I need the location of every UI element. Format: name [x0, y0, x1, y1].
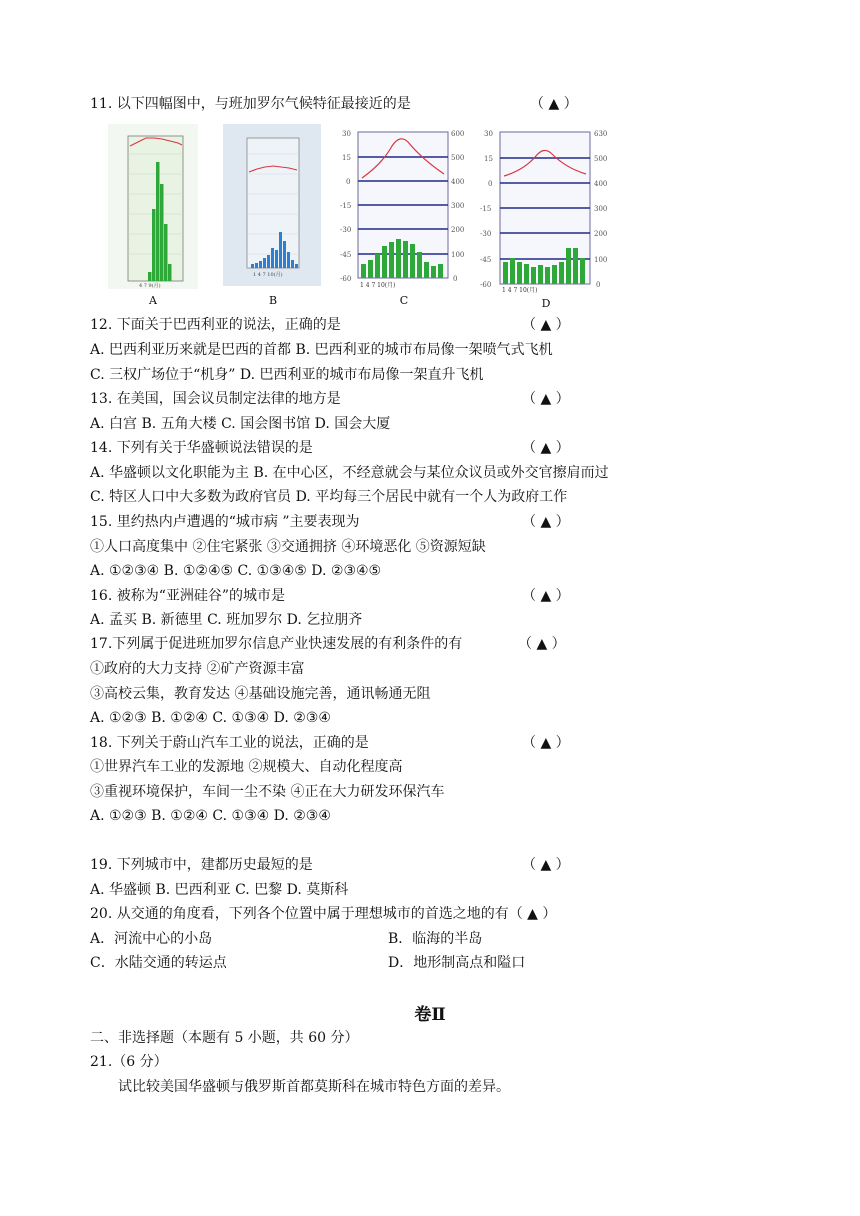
q14-text: 14. 下列有关于华盛顿说法错误的是: [90, 440, 313, 456]
q17-answer: （ ▲ ）: [518, 636, 566, 652]
svg-text:-15: -15: [480, 205, 492, 213]
q13-answer: （ ▲ ）: [522, 391, 570, 407]
svg-text:-60: -60: [480, 281, 492, 289]
chart-label-d: D: [541, 297, 551, 310]
climate-chart-b: [223, 124, 321, 307]
q18-options: A. ①②③ B. ①②④ C. ①③④ D. ②③④: [90, 808, 331, 824]
q17-options: A. ①②③ B. ①②④ C. ①③④ D. ②③④: [90, 710, 331, 726]
q15-options: A. ①②③④ B. ①②④⑤ C. ①③④⑤ D. ②③④⑤: [90, 563, 382, 579]
q17-items-1: ①政府的大力支持 ②矿产资源丰富: [90, 661, 305, 677]
q18-answer: （ ▲ ）: [522, 735, 570, 751]
q18-text: 18. 下列关于蔚山汽车工业的说法，正确的是: [90, 735, 369, 751]
q18-items-2: ③重视环境保护，车间一尘不染 ④正在大力研发环保汽车: [90, 784, 445, 800]
svg-text:15: 15: [342, 154, 351, 162]
q20-option-c: C．水陆交通的转运点: [90, 955, 227, 971]
climate-chart-a: [108, 124, 198, 307]
q13-text: 13. 在美国，国会议员制定法律的地方是: [90, 391, 341, 407]
chart-b-xticks: 1 4 7 10(月): [253, 272, 283, 278]
q12-answer: （ ▲ ）: [522, 317, 570, 333]
q16-answer: （ ▲ ）: [522, 588, 570, 604]
svg-text:300: 300: [451, 202, 465, 210]
svg-text:630: 630: [594, 130, 608, 138]
q19-text: 19. 下列城市中，建都历史最短的是: [90, 857, 313, 873]
svg-text:-45: -45: [340, 251, 352, 259]
chart-a-xticks: 4 7 9(月): [139, 283, 161, 289]
q15-items: ①人口高度集中 ②住宅紧张 ③交通拥挤 ④环境恶化 ⑤资源短缺: [90, 539, 486, 555]
svg-text:0: 0: [453, 275, 458, 283]
svg-text:0: 0: [488, 180, 493, 188]
q13-options: A. 白宫 B. 五角大楼 C. 国会图书馆 D. 国会大厦: [90, 416, 391, 432]
chart-d-xticks: 1 4 7 10(月): [502, 287, 538, 294]
svg-text:0: 0: [346, 178, 351, 186]
svg-text:-30: -30: [340, 226, 352, 234]
q11-text: 11. 以下四幅图中，与班加罗尔气候特征最接近的是: [90, 96, 411, 112]
q15-answer: （ ▲ ）: [522, 514, 570, 530]
section2-header: 二、非选择题（本题有 5 小题，共 60 分）: [90, 1030, 359, 1046]
q17-text: 17.下列属于促进班加罗尔信息产业快速发展的有利条件的有: [90, 636, 463, 652]
climate-chart-d: [480, 124, 612, 310]
q15-text: 15. 里约热内卢遭遇的“城市病 ”主要表现为: [90, 514, 360, 530]
chart-label-c: C: [399, 294, 409, 307]
svg-text:600: 600: [451, 130, 465, 138]
svg-text:0: 0: [596, 281, 601, 289]
q16-options: A. 孟买 B. 新德里 C. 班加罗尔 D. 乞拉朋齐: [90, 612, 363, 628]
q12-text: 12. 下面关于巴西利亚的说法，正确的是: [90, 317, 341, 333]
section2-title: 卷Ⅱ: [414, 1005, 446, 1025]
svg-text:-15: -15: [340, 202, 352, 210]
chart-c-xticks: 1 4 7 10(月): [360, 282, 396, 289]
q19-options: A. 华盛顿 B. 巴西利亚 C. 巴黎 D. 莫斯科: [90, 882, 349, 898]
q20-option-d: D．地形制高点和隘口: [388, 955, 526, 971]
svg-text:200: 200: [594, 230, 608, 238]
q17-items-2: ③高校云集，教育发达 ④基础设施完善，通讯畅通无阻: [90, 686, 431, 702]
q12-options-2: C. 三权广场位于“机身” D. 巴西利亚的城市布局像一架直升飞机: [90, 367, 484, 383]
q21-number: 21.（6 分）: [90, 1054, 168, 1070]
chart-label-a: A: [149, 294, 157, 307]
svg-text:15: 15: [484, 155, 493, 163]
svg-text:500: 500: [451, 154, 465, 162]
svg-text:300: 300: [594, 205, 608, 213]
q21-text: 试比较美国华盛顿与俄罗斯首都莫斯科在城市特色方面的差异。: [118, 1079, 510, 1095]
svg-text:500: 500: [594, 155, 608, 163]
q14-answer: （ ▲ ）: [522, 440, 570, 456]
svg-text:30: 30: [484, 130, 493, 138]
q11-answer: （ ▲ ）: [530, 96, 578, 112]
q16-text: 16. 被称为“亚洲硅谷”的城市是: [90, 588, 286, 604]
climate-chart-c: [340, 124, 468, 307]
svg-text:-30: -30: [480, 230, 492, 238]
svg-text:-45: -45: [480, 256, 492, 264]
svg-text:-60: -60: [340, 275, 352, 283]
q20-text: 20. 从交通的角度看，下列各个位置中属于理想城市的首选之地的有（ ▲ ）: [90, 906, 557, 922]
chart-label-b: B: [268, 294, 278, 307]
svg-text:200: 200: [451, 226, 465, 234]
q20-option-b: B．临海的半岛: [388, 931, 483, 947]
svg-text:100: 100: [451, 251, 465, 259]
svg-text:400: 400: [451, 178, 465, 186]
svg-text:400: 400: [594, 180, 608, 188]
q12-options-1: A. 巴西利亚历来就是巴西的首都 B. 巴西利亚的城市布局像一架喷气式飞机: [90, 342, 553, 358]
q19-answer: （ ▲ ）: [522, 857, 570, 873]
climate-charts: [108, 124, 618, 314]
q14-options-2: C. 特区人口中大多数为政府官员 D. 平均每三个居民中就有一个人为政府工作: [90, 489, 568, 505]
svg-text:100: 100: [594, 256, 608, 264]
q14-options-1: A. 华盛顿以文化职能为主 B. 在中心区，不经意就会与某位众议员或外交官擦肩而过: [90, 465, 609, 481]
q18-items-1: ①世界汽车工业的发源地 ②规模大、自动化程度高: [90, 759, 403, 775]
svg-text:30: 30: [342, 130, 351, 138]
q20-option-a: A．河流中心的小岛: [90, 931, 213, 947]
